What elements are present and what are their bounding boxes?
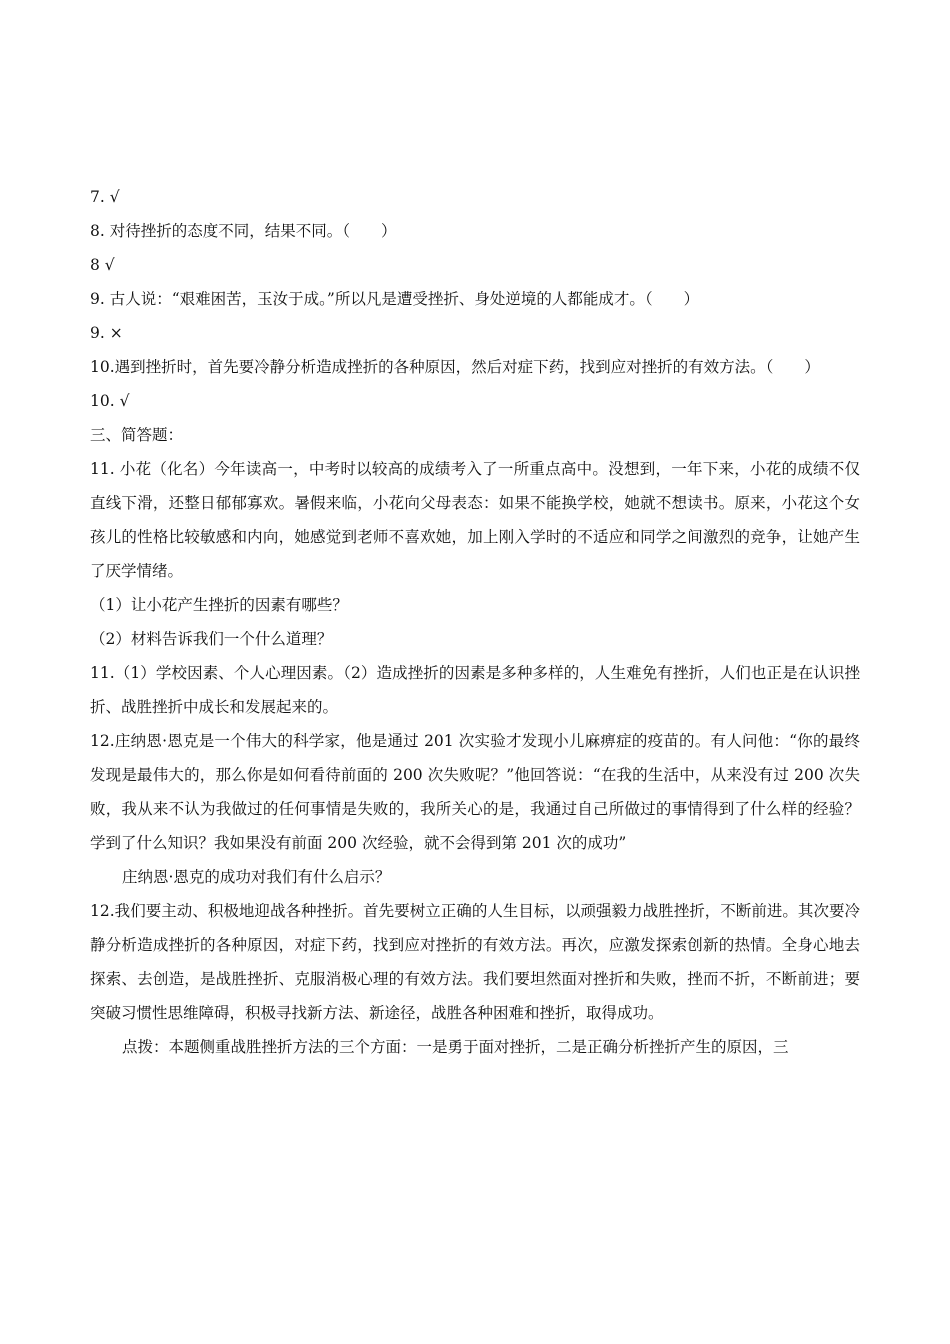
- question-10: 10.遇到挫折时，首先要冷静分析造成挫折的各种原因，然后对症下药，找到应对挫折的有效方法。（ ）: [90, 358, 820, 376]
- question-11-part-1: （1）让小花产生挫折的因素有哪些？: [90, 596, 348, 614]
- question-12: 12.庄纳恩·恩克是一个伟大的科学家，他是通过 201 次实验才发现小儿麻痹症的疫苗的。有人问他：“你的最终发现是最伟大的，那么你是如何看待前面的 200 次失败呢？”他回答说：“在我的生活中，从来没有过 200 次失败，我从来不认为我做过的任何事情是失败的，我所关心的是，我通过自己所做过的事情得到了什么样的经验？学到了什么知识？我如果没有前面 200 次经验，就不会得到第 201 次的成功”: [90, 732, 860, 852]
- section-heading-short-answer: 三、简答题：: [90, 426, 184, 444]
- document-page: [90, 180, 860, 1064]
- answer-12: 12.我们要主动、积极地迎战各种挫折。首先要树立正确的人生目标，以顽强毅力战胜挫折，不断前进。其次要冷静分析造成挫折的各种原因，对症下药，找到应对挫折的有效方法。再次，应激发探索创新的热情。全身心地去探索、去创造，是战胜挫折、克服消极心理的有效方法。我们要坦然面对挫折和失败，挫而不折，不断前进；要突破习惯性思维障碍，积极寻找新方法、新途径，战胜各种困难和挫折，取得成功。: [90, 902, 860, 1022]
- question-8: 8. 对待挫折的态度不同，结果不同。（ ）: [90, 222, 397, 240]
- answer-8: 8 √: [90, 256, 115, 274]
- question-11-part-2: （2）材料告诉我们一个什么道理？: [90, 630, 333, 648]
- answer-9: 9. ×: [90, 324, 123, 342]
- answer-11: 11.（1）学校因素、个人心理因素。（2）造成挫折的因素是多种多样的，人生难免有挫折，人们也正是在认识挫折、战胜挫折中成长和发展起来的。: [90, 664, 860, 716]
- question-12-ask: 庄纳恩·恩克的成功对我们有什么启示？: [122, 868, 391, 886]
- answer-10: 10. √: [90, 392, 130, 410]
- question-9: 9. 古人说：“艰难困苦，玉汝于成。”所以凡是遭受挫折、身处逆境的人都能成才。（ ）: [90, 290, 700, 308]
- hint-paragraph: 点拨：本题侧重战胜挫折方法的三个方面：一是勇于面对挫折，二是正确分析挫折产生的原因，三: [122, 1038, 789, 1056]
- question-11: 11. 小花（化名）今年读高一，中考时以较高的成绩考入了一所重点高中。没想到，一年下来，小花的成绩不仅直线下滑，还整日郁郁寡欢。暑假来临，小花向父母表态：如果不能换学校，她就不想读书。原来，小花这个女孩儿的性格比较敏感和内向，她感觉到老师不喜欢她，加上刚入学时的不适应和同学之间激烈的竞争，让她产生了厌学情绪。: [90, 460, 860, 580]
- answer-7: 7. √: [90, 188, 120, 206]
